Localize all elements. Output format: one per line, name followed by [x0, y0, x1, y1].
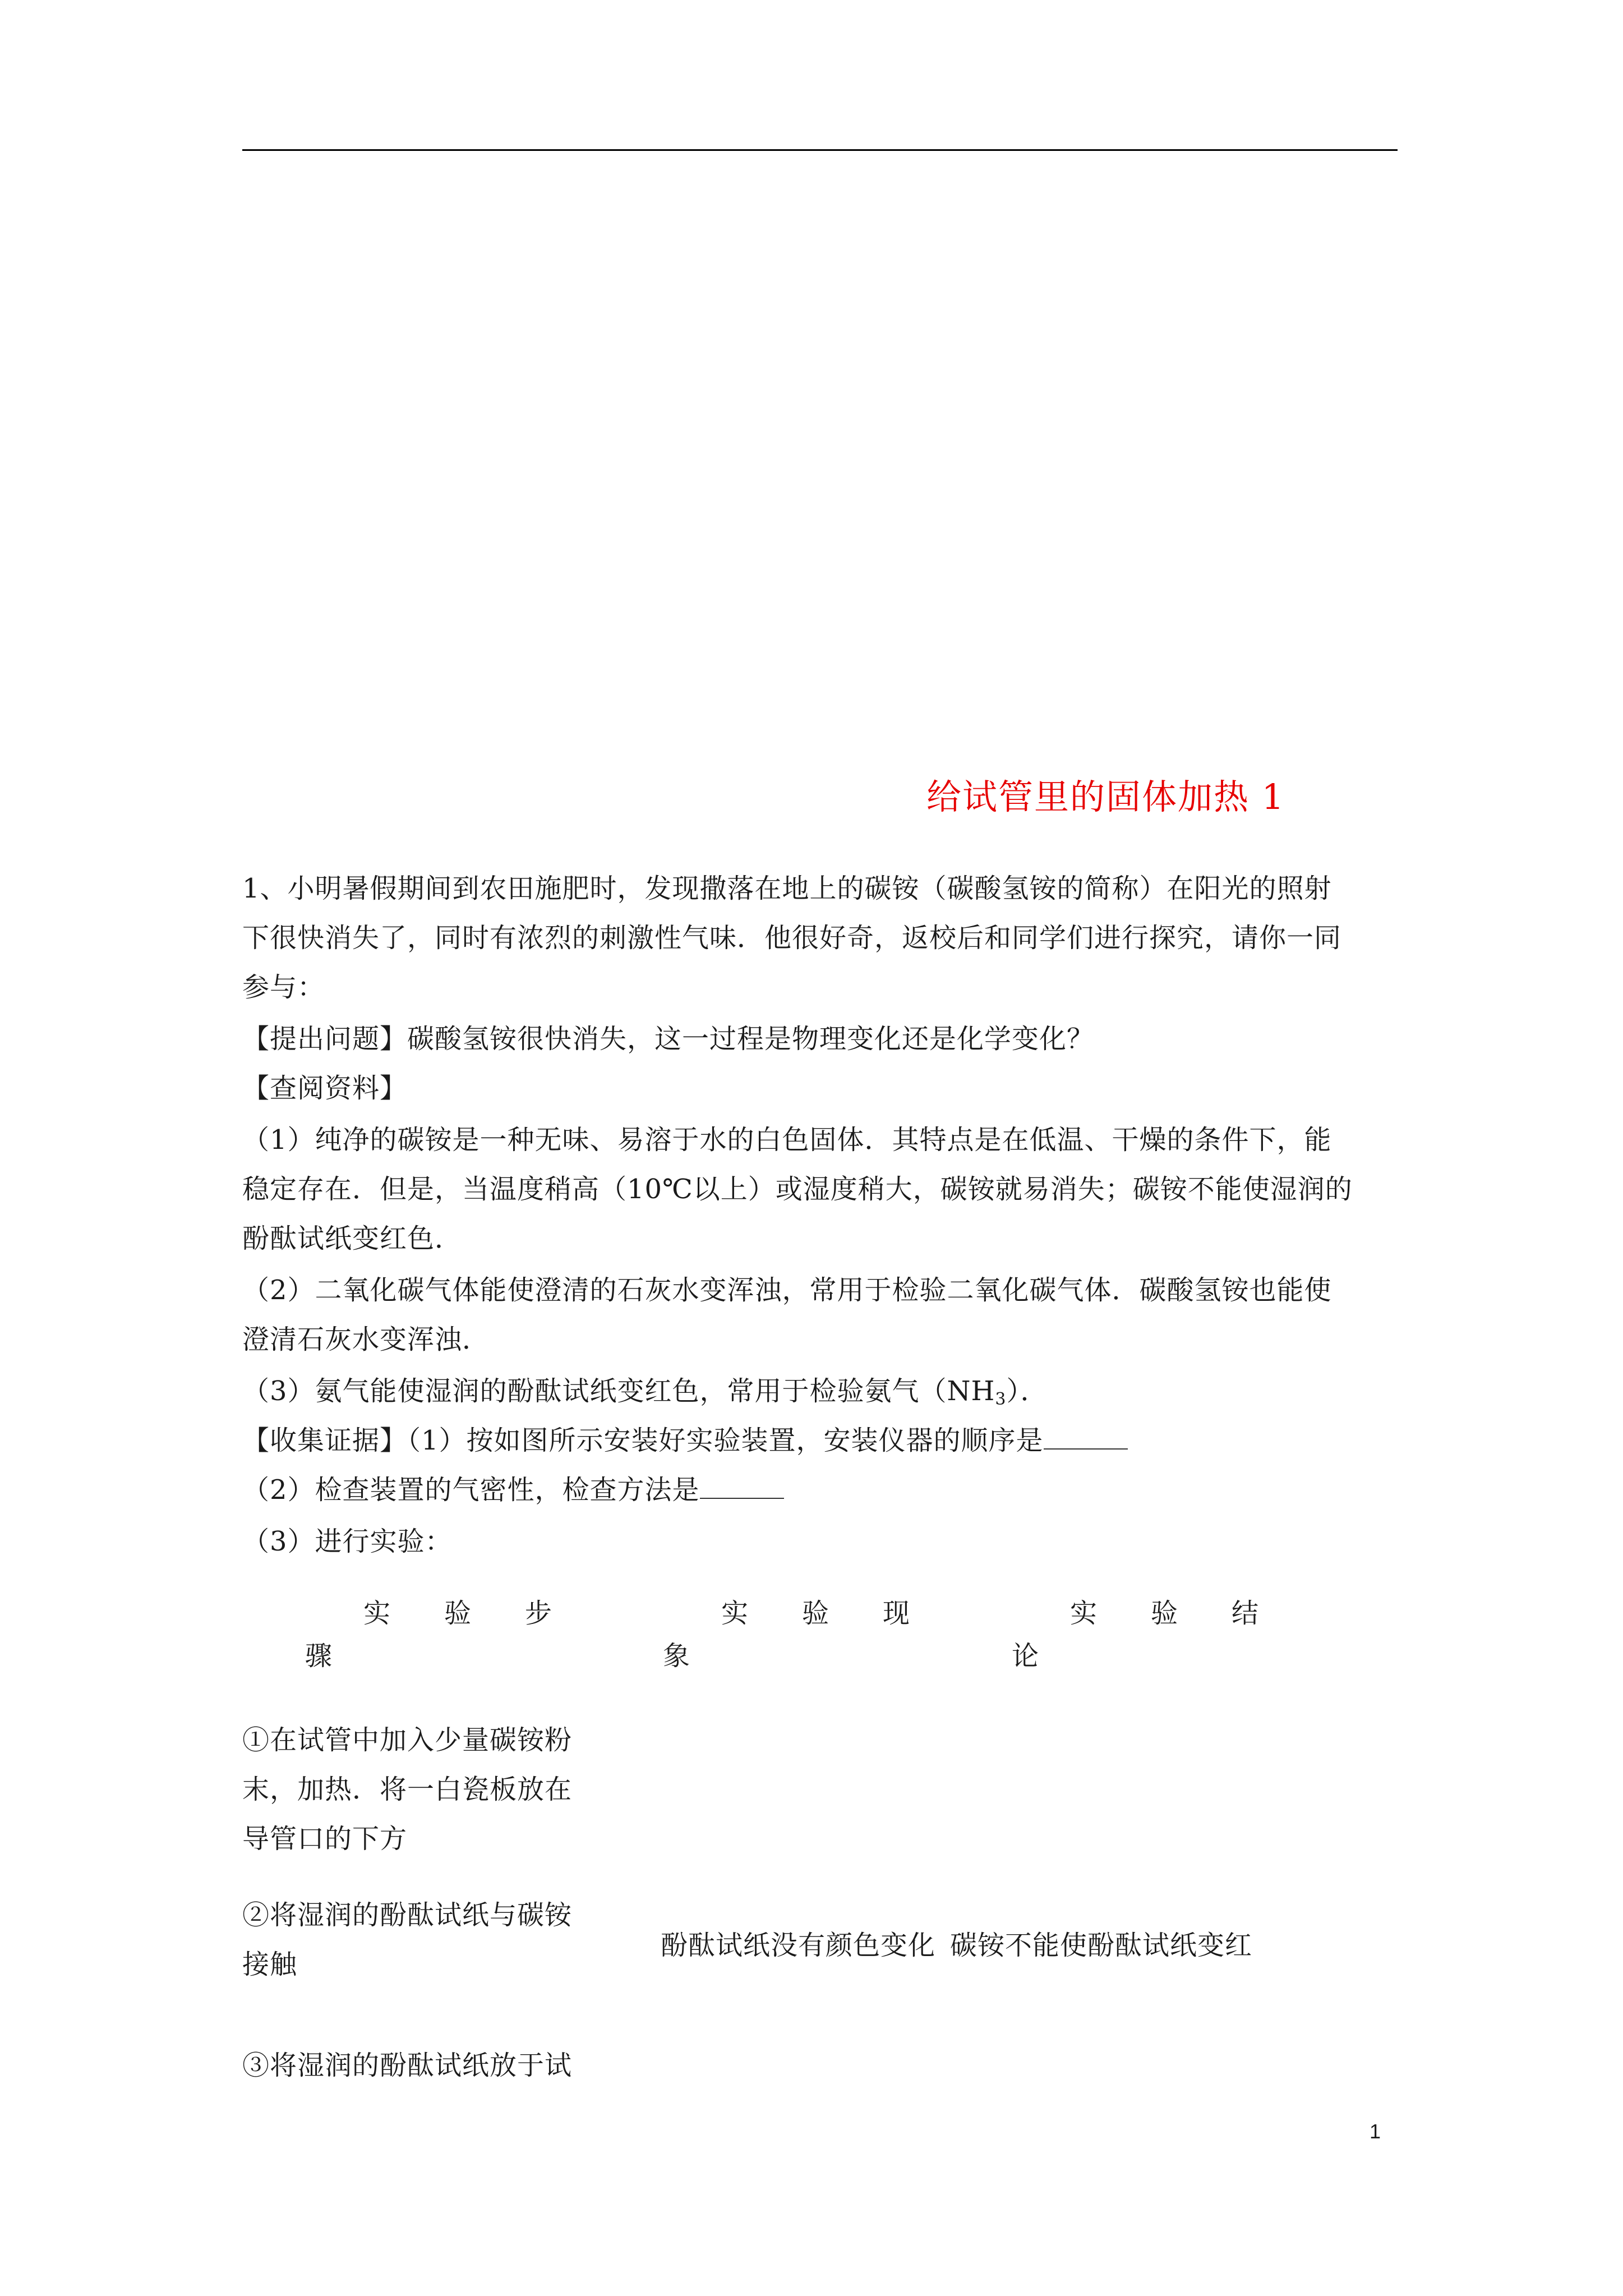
table-cell-line: 导管口的下方	[242, 1823, 408, 1855]
table-row-2-conclusion: 碳铵不能使酚酞试纸变红	[950, 1930, 1253, 1961]
ammonia-text-end: ）．	[1006, 1375, 1048, 1407]
table-row-3-step	[242, 2041, 572, 2090]
reference-item-1: 稳定存在．但是，当温度稍高（10℃以上）或湿度稍大，碳铵就易消失；碳铵不能使湿润的	[242, 1174, 1353, 1205]
table-header-step	[305, 1592, 552, 1677]
evidence-text-2: （2）检查装置的气密性，检查方法是	[242, 1474, 700, 1506]
page-title: 给试管里的固体加热 1	[926, 776, 1285, 817]
ammonia-subscript: 3	[995, 1389, 1007, 1409]
table-header-step-row2: 骤	[305, 1640, 333, 1672]
question-line: 下很快消失了，同时有浓烈的刺激性气味．他很好奇，返校后和同学们进行探究，请你一同	[242, 922, 1342, 954]
answer-blank-order[interactable]	[1044, 1426, 1128, 1450]
table-cell-line: 末，加热．将一白瓷板放在	[242, 1774, 573, 1805]
header-rule	[242, 149, 1398, 151]
table-header-step-row1: 实 验 步	[363, 1598, 552, 1629]
reference-item-2: 澄清石灰水变浑浊．	[242, 1324, 490, 1355]
ammonia-text: （3）氨气能使湿润的酚酞试纸变红色，常用于检验氨气（NH	[242, 1375, 995, 1407]
table-header-phenomenon-row1: 实 验 现	[721, 1598, 910, 1629]
evidence-line-2	[242, 1465, 1398, 1515]
reference-item-1: （1）纯净的碳铵是一种无味、易溶于水的白色固体．其特点是在低温、干燥的条件下，能	[242, 1124, 1332, 1156]
table-cell-line: 接触	[242, 1949, 298, 1980]
reference-item-1: 酚酞试纸变红色．	[242, 1223, 463, 1254]
table-row-2-phenomenon: 酚酞试纸没有颜色变化	[661, 1930, 936, 1961]
table-cell-line: ①在试管中加入少量碳铵粉	[242, 1724, 573, 1756]
answer-blank-airtight[interactable]	[700, 1475, 784, 1499]
evidence-line-1	[242, 1416, 1398, 1465]
table-row-1-step	[242, 1715, 572, 1864]
question-line: 参与：	[242, 972, 325, 1003]
table-header-conclusion	[1012, 1592, 1259, 1677]
raise-question-line: 【提出问题】碳酸氢铵很快消失，这一过程是物理变化还是化学变化？	[242, 1023, 1095, 1055]
table-header-conclusion-row2: 论	[1012, 1640, 1039, 1672]
table-header-phenomenon	[663, 1592, 910, 1677]
reference-item-3	[242, 1366, 1398, 1416]
evidence-line-3: （3）进行实验：	[242, 1526, 453, 1557]
question-line: 1、小明暑假期间到农田施肥时，发现撒落在地上的碳铵（碳酸氢铵的简称）在阳光的照射	[242, 873, 1332, 904]
table-cell-line: ③将湿润的酚酞试纸放于试	[242, 2050, 573, 2081]
table-row-2-step	[242, 1890, 572, 1989]
table-header-phenomenon-row2: 象	[663, 1640, 690, 1672]
table-header-conclusion-row1: 实 验 结	[1070, 1598, 1259, 1629]
reference-item-2: （2）二氧化碳气体能使澄清的石灰水变浑浊，常用于检验二氧化碳气体．碳酸氢铵也能使	[242, 1274, 1332, 1306]
page-number: 1	[1370, 2120, 1381, 2143]
evidence-text-1: 【收集证据】（1）按如图所示安装好实验装置，安装仪器的顺序是	[242, 1425, 1044, 1456]
table-cell-line: ②将湿润的酚酞试纸与碳铵	[242, 1899, 573, 1931]
reference-heading: 【查阅资料】	[242, 1073, 408, 1104]
